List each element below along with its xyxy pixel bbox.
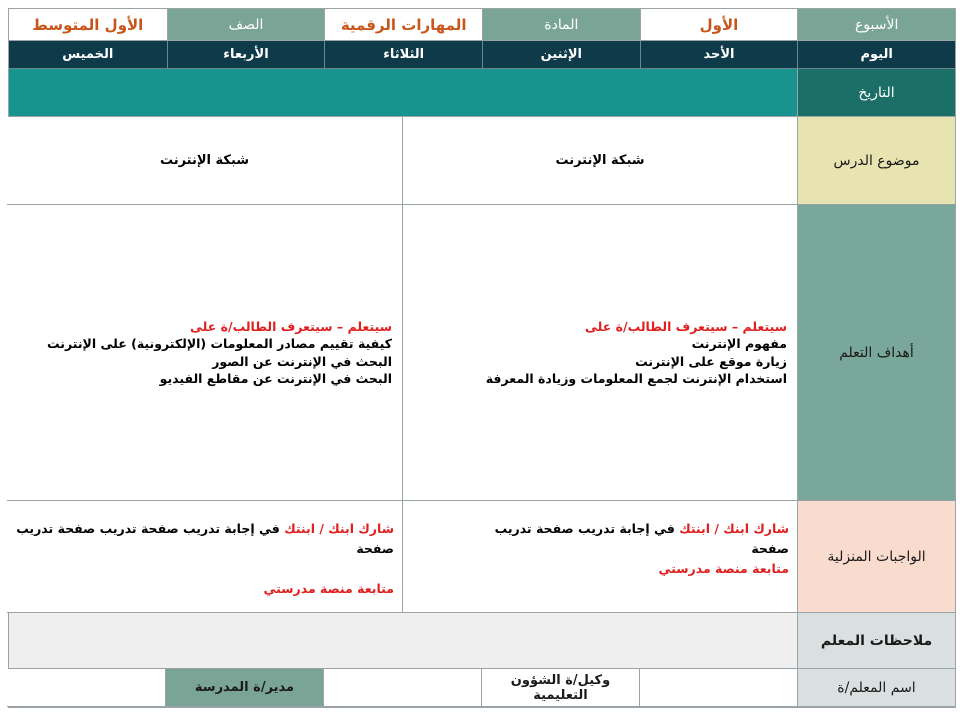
day-thursday: الخميس — [9, 41, 167, 69]
homework-row — [9, 501, 955, 613]
date-field[interactable] — [9, 69, 797, 117]
notes-row — [9, 613, 955, 669]
objective-item: كيفية تقييم مصادر المعلومات (الإلكترونية) على الإنترنت — [47, 336, 392, 351]
footer-row — [9, 669, 955, 707]
teacher-name-field[interactable] — [639, 669, 797, 707]
objectives-row — [9, 205, 955, 501]
lesson-plan-table — [8, 8, 956, 708]
homework-left-platform: متابعة منصة مدرستي — [263, 581, 394, 596]
objectives-left — [7, 205, 402, 501]
header-row — [9, 9, 955, 41]
week-label: الأسبوع — [797, 9, 955, 41]
day-label: اليوم — [797, 41, 955, 69]
objective-item: استخدام الإنترنت لجمع المعلومات وزيادة المعرفة — [485, 371, 787, 386]
objectives-right — [402, 205, 797, 501]
objectives-label: أهداف التعلم — [797, 205, 955, 501]
objectives-left-intro: سيتعلم – سيتعرف الطالب/ة على — [190, 318, 392, 334]
objective-item: البحث في الإنترنت عن الصور — [212, 353, 392, 369]
homework-label: الواجبات المنزلية — [797, 501, 955, 613]
deputy-field[interactable] — [323, 669, 481, 707]
day-sunday: الأحد — [640, 41, 798, 69]
notes-label: ملاحظات المعلم — [797, 613, 955, 669]
lesson-topic-right: شبكة الإنترنت — [402, 117, 797, 205]
homework-left-share: شارك ابنك / ابنتك — [284, 521, 394, 536]
homework-right — [402, 501, 797, 613]
date-row — [9, 69, 955, 117]
grade-value: الأول المتوسط — [9, 9, 167, 41]
grade-label: الصف — [167, 9, 325, 41]
teacher-name-label: اسم المعلم/ة — [797, 669, 955, 707]
homework-right-platform: متابعة منصة مدرستي — [658, 561, 789, 576]
deputy-label: وكيل/ة الشؤون التعليمية — [481, 669, 639, 707]
notes-field[interactable] — [9, 613, 797, 669]
homework-right-text: في إجابة تدريب صفحة تدريب — [494, 521, 680, 536]
days-row — [9, 41, 955, 69]
objectives-right-intro: سيتعلم – سيتعرف الطالب/ة على — [585, 318, 787, 334]
week-value: الأول — [640, 9, 798, 41]
homework-right-share: شارك ابنك / ابنتك — [679, 521, 789, 536]
homework-left-text: في إجابة تدريب صفحة تدريب صفحة تدريب صفحة — [16, 521, 394, 556]
day-monday: الإثنين — [482, 41, 640, 69]
principal-label: مدير/ة المدرسة — [165, 669, 323, 707]
day-tuesday: الثلاثاء — [324, 41, 482, 69]
lesson-topic-left: شبكة الإنترنت — [7, 117, 402, 205]
subject-label: المادة — [482, 9, 640, 41]
homework-left — [7, 501, 402, 613]
objective-item: مفهوم الإنترنت — [691, 336, 787, 351]
date-label: التاريخ — [797, 69, 955, 117]
day-wednesday: الأربعاء — [167, 41, 325, 69]
homework-right-page: صفحة — [751, 541, 789, 556]
lesson-topic-row — [9, 117, 955, 205]
objective-item: البحث في الإنترنت عن مقاطع الفيديو — [159, 371, 392, 386]
lesson-topic-label: موضوع الدرس — [797, 117, 955, 205]
objective-item: زيارة موقع على الإنترنت — [635, 353, 787, 369]
principal-field[interactable] — [7, 669, 165, 707]
subject-value: المهارات الرقمية — [324, 9, 482, 41]
